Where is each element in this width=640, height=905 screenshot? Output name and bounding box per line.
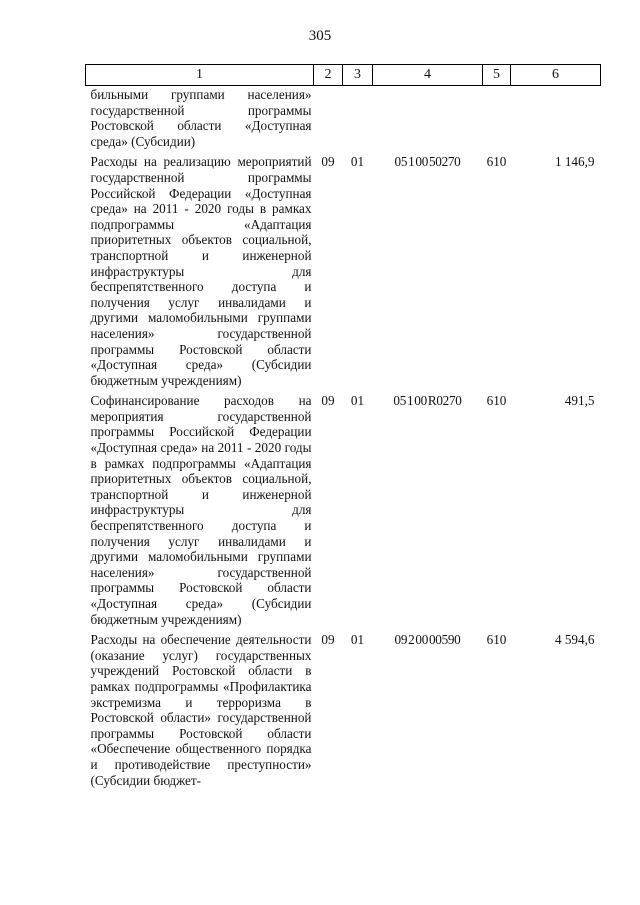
column-header-3: 3 (343, 65, 373, 86)
table-header-row (86, 65, 601, 86)
row-expense-type-code: 610 (486, 393, 507, 409)
row-target-article-code: 05 1 00 50270 (394, 154, 461, 170)
table-row (86, 154, 601, 393)
row-expense-type-code (483, 86, 511, 155)
row-amount: 1 146,9 (554, 154, 595, 170)
table-row (86, 632, 601, 793)
table-row (86, 393, 601, 632)
table-row (86, 86, 601, 155)
row-subsection-code: 01 (350, 632, 365, 648)
row-section-code: 09 (321, 632, 335, 648)
column-header-4: 4 (373, 65, 483, 86)
column-header-5: 5 (483, 65, 511, 86)
budget-table (85, 64, 601, 793)
row-amount: 491,5 (564, 393, 595, 409)
row-description: бильными группами населения» государственной программы Ростовской области «Доступная среда» (Субсидии) (90, 87, 312, 149)
row-target-article-code: 05 1 00 R0270 (393, 393, 462, 409)
row-expense-type-code: 610 (486, 154, 507, 170)
row-subsection-code: 01 (350, 393, 365, 409)
row-section-code: 09 (321, 393, 335, 409)
row-target-article-code (373, 86, 483, 155)
row-target-article-code: 09 2 00 00590 (394, 632, 461, 648)
row-section-code: 09 (321, 154, 335, 170)
row-subsection-code (343, 86, 373, 155)
column-header-6: 6 (511, 65, 601, 86)
row-description: Расходы на обеспечение деятельности (оказание услуг) государственных учреждений Ростовской области в рамках подпрограммы «Профилактика экстремизма и терроризма в Ростовской области» государственной программы Ростовской области «Обеспечение общественного порядка и противодействие преступности» (Субсидии бюджет- (90, 632, 312, 788)
row-amount: 4 594,6 (554, 632, 595, 648)
column-header-2: 2 (314, 65, 343, 86)
row-subsection-code: 01 (350, 154, 365, 170)
column-header-1: 1 (86, 65, 314, 86)
page-number: 305 (308, 28, 332, 44)
row-expense-type-code: 610 (486, 632, 507, 648)
row-amount (511, 86, 601, 155)
row-description: Расходы на реализацию мероприятий государственной программы Российской Федерации «Доступная среда» на 2011 - 2020 годы в рамках подпрограммы «Адаптация приоритетных объектов социальной, транспортной и инженерной инфраструктуры для беспрепятственного доступа и получения услуг инвалидами и другими маломобильными группами населения» государственной программы Ростовской области «Доступная среда» (Субсидии бюджетным учреждениям) (90, 154, 312, 388)
row-section-code (314, 86, 343, 155)
row-description: Софинансирование расходов на мероприятия государственной программы Российской Федерации «Доступная среда» на 2011 - 2020 годы в рамках подпрограммы «Адаптация приоритетных объектов социальной, транспортной и инженерной инфраструктуры для беспрепятственного доступа и получения услуг инвалидами и другими маломобильными группами населения» государственной программы Ростовской области «Доступная среда» (Субсидии бюджетным учреждениям) (90, 393, 312, 627)
